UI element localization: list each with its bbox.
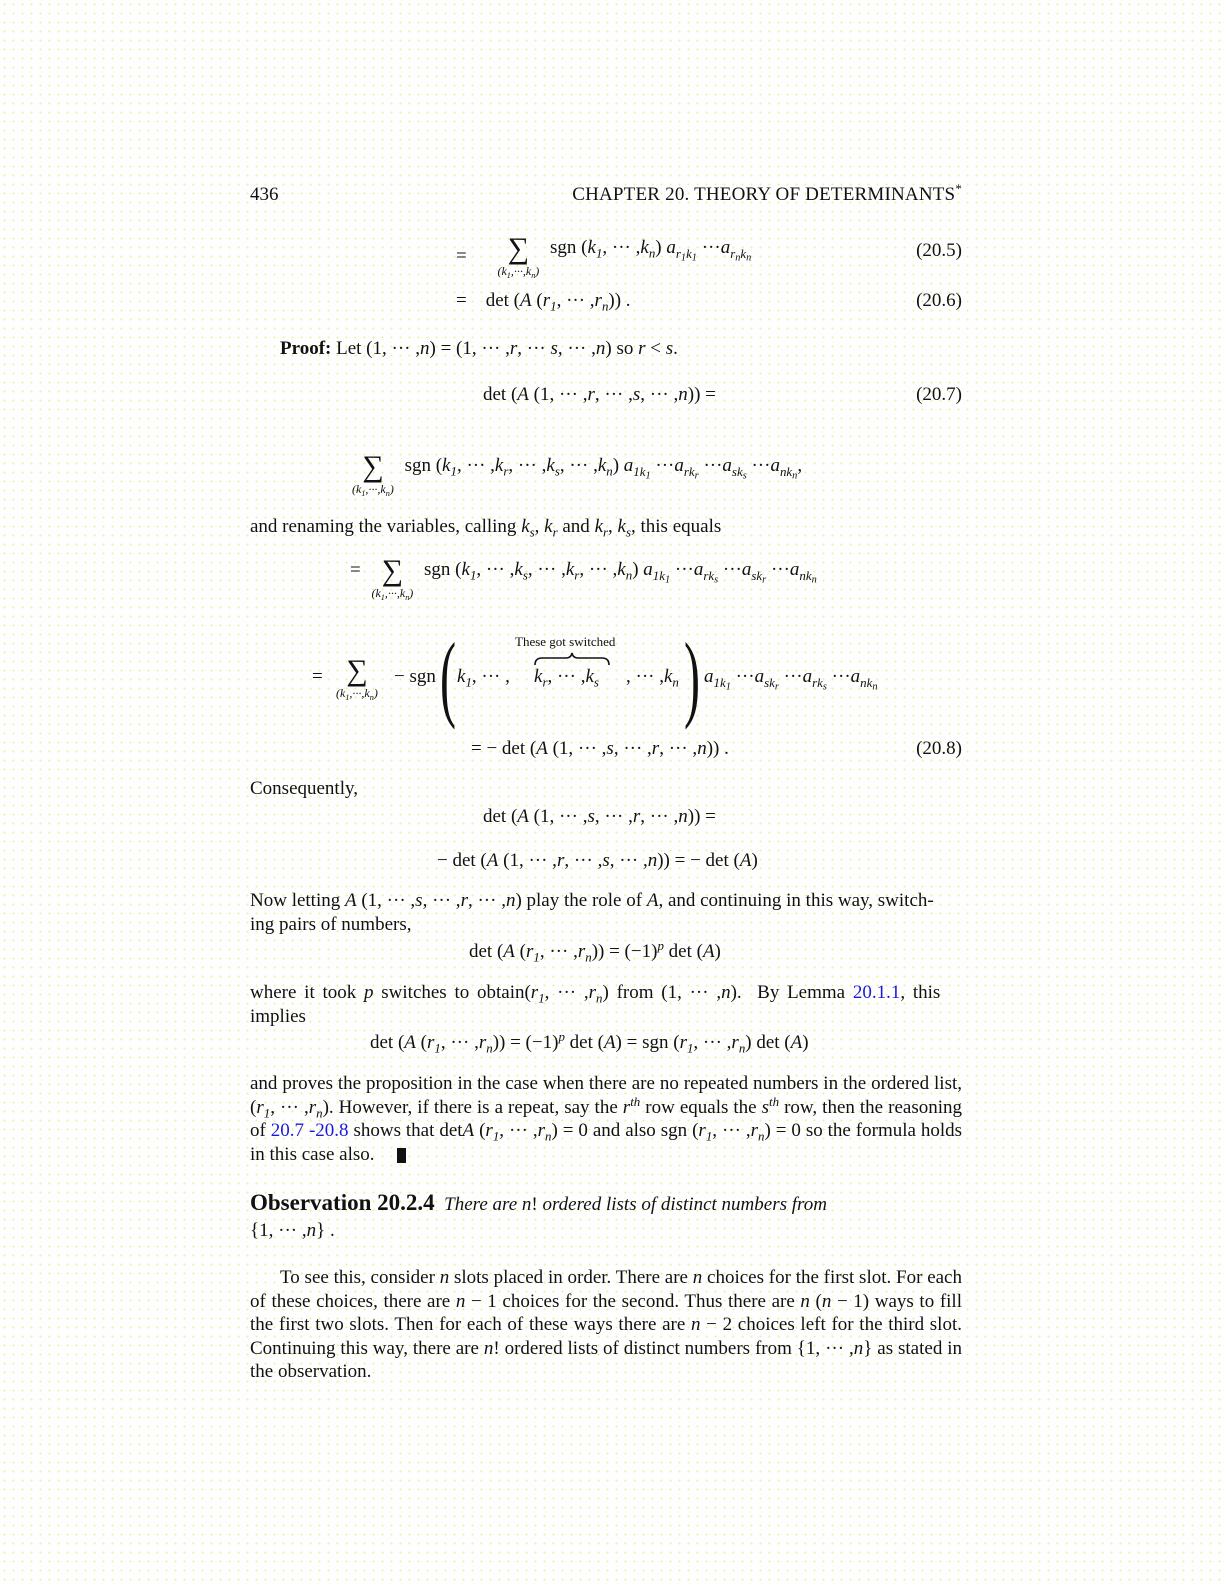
- proof-label: Proof:: [280, 338, 332, 359]
- proof-intro: Proof: Let (1, ··· ,n) = (1, ··· ,r, ··· s, ··· ,n) so r < s.: [280, 338, 678, 359]
- chapter-title: [572, 180, 962, 206]
- page-number: 436: [250, 184, 279, 205]
- summation: ∑ $(k_1,\cdot\cdot\cdot,k_n)$: [371, 554, 414, 602]
- equation-number-20-6: (20.6): [916, 290, 962, 311]
- summation: ∑ $(k_1,\cdot\cdot\cdot,k_n)$: [352, 450, 394, 498]
- renaming-text: and renaming the variables, calling $k_s$, $k_r$ and $k_r$, $k_s$, this equals: [250, 516, 722, 540]
- observation-block: Observation 20.2.4 There are n! ordered lists of distinct numbers from {1, ··· ,n} .: [250, 1190, 827, 1241]
- equation-number-20-8: (20.8): [916, 738, 962, 759]
- now-letting-paragraph: Now letting A (1, ··· ,s, ··· ,r, ··· ,n) play the role of A, and continuing in this way, switch- ing pairs of numbers,: [250, 890, 934, 935]
- equation-number-20-5: (20.5): [916, 240, 962, 261]
- and-proves-paragraph: and proves the proposition in the case when there are no repeated numbers in the ordered list, ($r_1$, ··· $,r_n$). However, if there is a repeat, say the $r^{th}$ row equals the $s^{th}$ row, then the reasoning of 20.7 -20.8 shows that detA ($r_1$, ··· $,r_n) = 0$ and also sgn ($r_1$, ··· $,r_n) = 0$ so the formula holds in this case also.: [250, 1073, 963, 1165]
- overbrace: [534, 652, 610, 666]
- equation-number-20-7: (20.7): [916, 384, 962, 405]
- observation-title: Observation 20.2.4: [250, 1190, 435, 1215]
- equation-link-20-8[interactable]: -20.8: [308, 1120, 349, 1141]
- equation-20-8: = − det (A (1, ··· ,s, ··· ,r, ··· ,n)) .: [471, 738, 729, 759]
- equation-switches: det (A ($r_1$, ··· $,r_n)) = (-1)^p$ det (A): [469, 937, 721, 965]
- left-paren: (: [440, 623, 456, 730]
- to-see-this-paragraph: To see this, consider n slots placed in order. There are n choices for the first slot. For each of these choices, there are n − 1 choices for the second. Thus there are n (n − 1) ways to fill the first two slots. Then for each of these ways there are n − 2 choices left for the third slot. Continuing this way, there are n! ordered lists of distinct numbers from {1, ··· ,n} as stated in the observation.: [250, 1267, 963, 1382]
- lemma-link[interactable]: 20.1.1: [852, 982, 901, 1003]
- qed-square-icon: [397, 1148, 406, 1163]
- equation-20-7: det (A (1, ··· ,r, ··· ,s, ··· ,n)) =: [483, 384, 716, 405]
- chapter-star: *: [955, 180, 962, 196]
- where-it-took-paragraph: where it took p switches to $obtain(r_1$, ··· $,r_n$) from (1, ··· ,n). By Lemma 20.1.1, this implies: [250, 982, 941, 1027]
- chapter-title-text: CHAPTER 20. THEORY OF DETERMINANTS: [572, 184, 956, 205]
- equation-sum-renamed: = ∑ $(k_1,\cdot\cdot\cdot,k_n)$ sgn ($k_1$, ··· $,k_s$, ··· $,k_r$, ··· $,k_n$) $a_{1k_1} \cdot\cdot\cdot a_{rk_s} \cdot\cdot\cdot a_{sk_r} \cdot\cdot\cdot a_{nk_n}$: [350, 554, 817, 602]
- right-paren: ): [684, 623, 700, 730]
- summation: ∑ $(k_1,\cdot\cdot\cdot,k_n)$: [336, 654, 378, 702]
- summation: ∑ $(k_1,\cdot\cdot\cdot,k_n)$: [497, 232, 540, 280]
- equation-sum-original: ∑ $(k_1,\cdot\cdot\cdot,k_n)$ sgn ($k_1$, ··· $,k_r$, ··· $,k_s$, ··· $,k_n$) $a_{1k_1} \cdot\cdot\cdot a_{rk_r} \cdot\cdot\cdot a_{sk_s} \cdot\cdot\cdot a_{nk_n}$,: [352, 450, 803, 498]
- equation-consequently-2: − det (A (1, ··· ,r, ··· ,s, ··· ,n)) = − det (A): [437, 850, 758, 871]
- equation-20-5: = ∑ $(k_1,\cdot\cdot\cdot,k_n)$ sgn ($k_1$, ··· $,k_n$) $a_{r_1k_1} \cdot\cdot\cdot a_{r_nk_n}$: [456, 232, 752, 280]
- brace-label: These got switched: [515, 634, 616, 649]
- equation-link-20-7[interactable]: 20.7: [270, 1120, 305, 1141]
- consequently-text: Consequently,: [250, 778, 359, 799]
- equation-consequently-1: det (A (1, ··· ,s, ··· ,r, ··· ,n)) =: [483, 806, 716, 827]
- equation-20-6: = det (A ($r_1$, ··· $,r_n$)) .: [456, 290, 631, 314]
- equation-sgn: det (A ($r_1$, ··· $,r_n)) = (-1)^p$ det (A) = sgn ($r_1$, ··· $,r_n$) det (A): [370, 1028, 809, 1056]
